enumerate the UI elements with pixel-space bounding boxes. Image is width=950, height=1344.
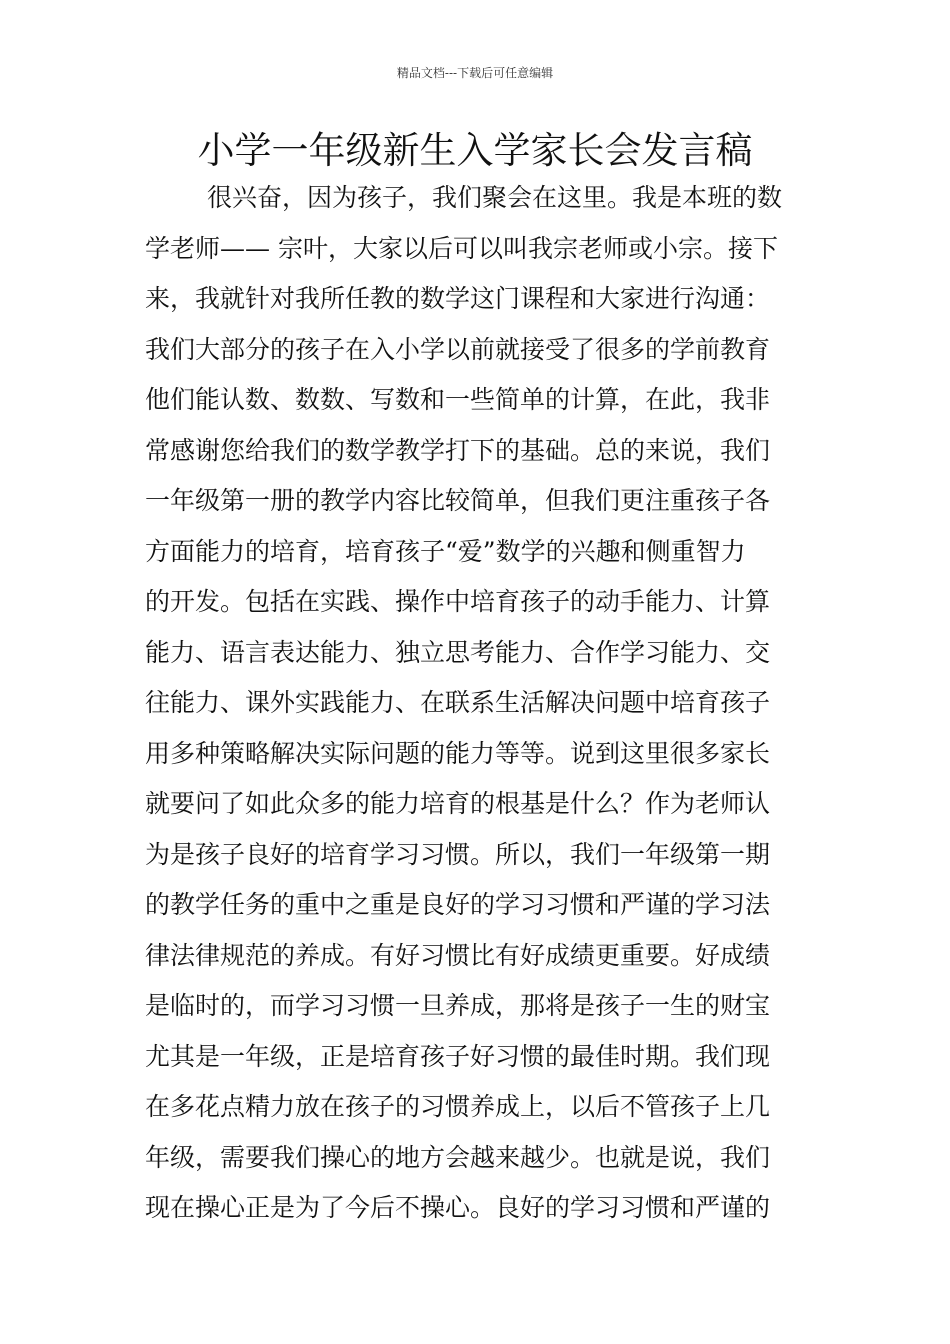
body-line: 在多花点精力放在孩子的习惯养成上，以后不管孩子上几 <box>145 1092 771 1121</box>
body-line: 年级，需要我们操心的地方会越来越少。也就是说，我们 <box>145 1142 771 1172</box>
body-line: 他们能认数、数数、写数和一些简单的计算，在此，我非 <box>145 385 771 414</box>
body-text <box>145 173 815 1234</box>
header-note: 精品文档---下载后可任意编辑 <box>396 66 554 80</box>
body-line: 的开发。包括在实践、操作中培育孩子的动手能力、计算 <box>145 587 771 616</box>
body-line: 尤其是一年级，正是培育孩子好习惯的最佳时期。我们现 <box>145 1041 771 1071</box>
document-title: 小学一年级新生入学家长会发言稿 <box>197 129 753 172</box>
body-line: 用多种策略解决实际问题的能力等等。说到这里很多家长 <box>145 738 771 768</box>
body-line: 很兴奋，因为孩子，我们聚会在这里。我是本班的数 <box>207 183 783 212</box>
body-line: 律法律规范的养成。有好习惯比有好成绩更重要。好成绩 <box>145 940 771 970</box>
body-line: 就要问了如此众多的能力培育的根基是什么？作为老师认 <box>145 789 771 818</box>
body-line: 常感谢您给我们的数学教学打下的基础。总的来说，我们 <box>145 435 771 465</box>
body-line: 一年级第一册的教学内容比较简单，但我们更注重孩子各 <box>145 486 771 515</box>
body-line: 来，我就针对我所任教的数学这门课程和大家进行沟通： <box>145 284 771 313</box>
body-line: 为是孩子良好的培育学习习惯。所以，我们一年级第一期 <box>145 839 771 869</box>
body-line: 的教学任务的重中之重是良好的学习习惯和严谨的学习法 <box>145 890 771 919</box>
body-line: 往能力、课外实践能力、在联系生活解决问题中培育孩子 <box>145 688 771 717</box>
body-line: 现在操心正是为了今后不操心。良好的学习习惯和严谨的 <box>145 1193 771 1222</box>
body-line: 学老师—— 宗叶，大家以后可以叫我宗老师或小宗。接下 <box>145 233 778 263</box>
body-line: 方面能力的培育，培育孩子“爱”数学的兴趣和侧重智力 <box>145 536 746 566</box>
body-line: 我们大部分的孩子在入小学以前就接受了很多的学前教育 <box>145 334 771 364</box>
body-line: 能力、语言表达能力、独立思考能力、合作学习能力、交 <box>145 637 771 667</box>
body-line: 是临时的，而学习习惯一旦养成，那将是孩子一生的财宝 <box>145 991 771 1020</box>
